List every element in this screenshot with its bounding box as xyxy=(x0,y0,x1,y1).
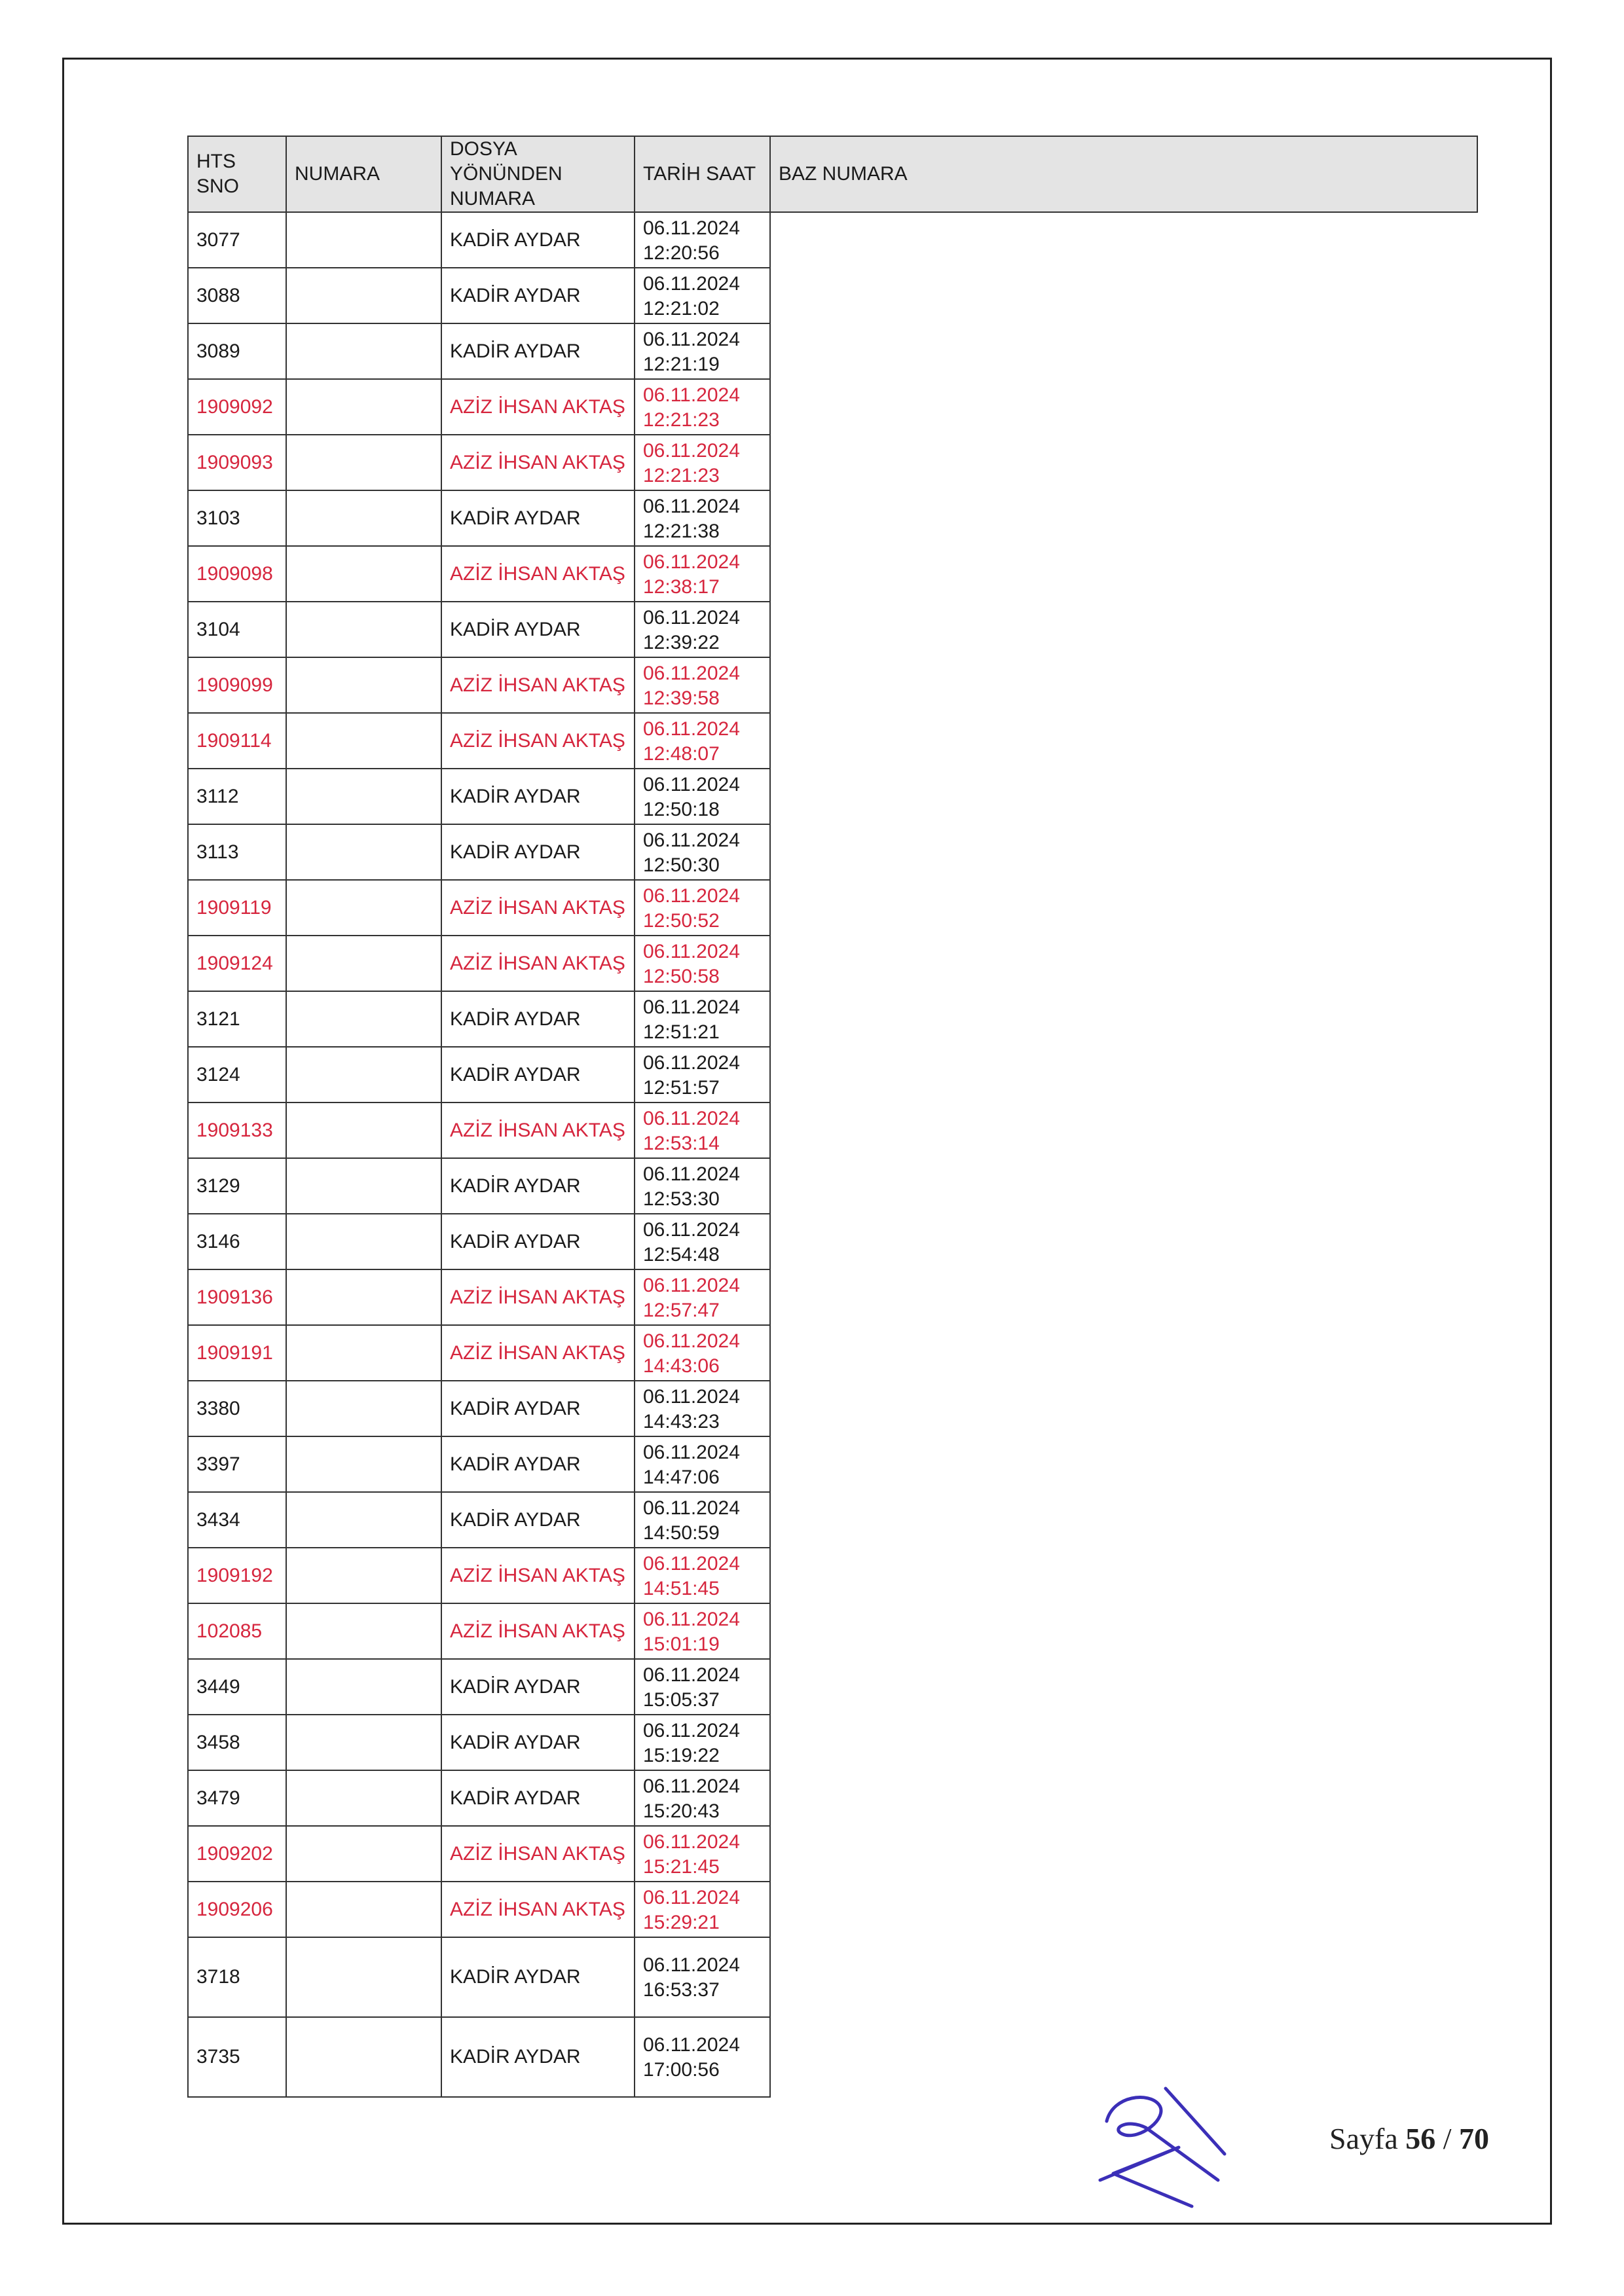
hts-table xyxy=(187,136,1478,2098)
cell-hts-sno: 3077 xyxy=(188,212,286,268)
cell-hts-sno: 1909098 xyxy=(188,546,286,602)
cell-dosya: AZİZ İHSAN AKTAŞ xyxy=(441,546,635,602)
cell-hts-sno: 3104 xyxy=(188,602,286,657)
cell-numara xyxy=(286,1937,441,2017)
table-row xyxy=(188,435,1477,490)
cell-numara xyxy=(286,379,441,435)
cell-numara xyxy=(286,490,441,546)
cell-numara xyxy=(286,2017,441,2097)
signature-mark xyxy=(1087,2082,1257,2213)
cell-baz-numara xyxy=(770,323,1477,379)
cell-hts-sno: 1909136 xyxy=(188,1269,286,1325)
table-row xyxy=(188,268,1477,323)
cell-tarih-saat: 06.11.2024 12:53:30 xyxy=(635,1158,770,1214)
cell-hts-sno: 1909192 xyxy=(188,1548,286,1603)
cell-tarih-saat: 06.11.2024 14:47:06 xyxy=(635,1436,770,1492)
cell-dosya: AZİZ İHSAN AKTAŞ xyxy=(441,1102,635,1158)
header-baz-numara: BAZ NUMARA xyxy=(770,136,1477,212)
cell-tarih-saat: 06.11.2024 12:53:14 xyxy=(635,1102,770,1158)
table-row xyxy=(188,1325,1477,1381)
cell-hts-sno: 1909114 xyxy=(188,713,286,769)
header-tarih-saat: TARİH SAAT xyxy=(635,136,770,212)
table-row xyxy=(188,713,1477,769)
cell-baz-numara xyxy=(770,1214,1477,1269)
table-row xyxy=(188,1770,1477,1826)
cell-tarih-saat: 06.11.2024 15:21:45 xyxy=(635,1826,770,1882)
cell-tarih-saat: 06.11.2024 12:48:07 xyxy=(635,713,770,769)
cell-hts-sno: 1909093 xyxy=(188,435,286,490)
cell-dosya: KADİR AYDAR xyxy=(441,1214,635,1269)
table-row xyxy=(188,1937,1477,2017)
cell-tarih-saat: 06.11.2024 15:19:22 xyxy=(635,1715,770,1770)
cell-baz-numara xyxy=(770,936,1477,991)
cell-tarih-saat: 06.11.2024 12:39:22 xyxy=(635,602,770,657)
cell-baz-numara xyxy=(770,1882,1477,1937)
cell-tarih-saat: 06.11.2024 17:00:56 xyxy=(635,2017,770,2097)
cell-dosya: AZİZ İHSAN AKTAŞ xyxy=(441,657,635,713)
cell-tarih-saat: 06.11.2024 12:21:23 xyxy=(635,379,770,435)
page-separator: / xyxy=(1443,2122,1452,2155)
cell-tarih-saat: 06.11.2024 12:51:57 xyxy=(635,1047,770,1102)
cell-tarih-saat: 06.11.2024 12:21:02 xyxy=(635,268,770,323)
cell-dosya: KADİR AYDAR xyxy=(441,268,635,323)
table-row xyxy=(188,991,1477,1047)
table-row xyxy=(188,602,1477,657)
cell-tarih-saat: 06.11.2024 15:01:19 xyxy=(635,1603,770,1659)
cell-numara xyxy=(286,657,441,713)
cell-hts-sno: 1909099 xyxy=(188,657,286,713)
cell-numara xyxy=(286,991,441,1047)
cell-numara xyxy=(286,1715,441,1770)
table-row xyxy=(188,1603,1477,1659)
table-header-row xyxy=(188,136,1477,212)
cell-numara xyxy=(286,880,441,936)
cell-numara xyxy=(286,769,441,824)
cell-dosya: AZİZ İHSAN AKTAŞ xyxy=(441,1603,635,1659)
cell-dosya: AZİZ İHSAN AKTAŞ xyxy=(441,435,635,490)
page-label: Sayfa xyxy=(1329,2122,1398,2155)
cell-tarih-saat: 06.11.2024 14:43:23 xyxy=(635,1381,770,1436)
page-number xyxy=(1329,2121,1489,2156)
cell-dosya: KADİR AYDAR xyxy=(441,602,635,657)
cell-tarih-saat: 06.11.2024 15:29:21 xyxy=(635,1882,770,1937)
cell-dosya: KADİR AYDAR xyxy=(441,1715,635,1770)
cell-hts-sno: 1909206 xyxy=(188,1882,286,1937)
cell-hts-sno: 3434 xyxy=(188,1492,286,1548)
cell-baz-numara xyxy=(770,1826,1477,1882)
table-row xyxy=(188,1381,1477,1436)
cell-dosya: KADİR AYDAR xyxy=(441,824,635,880)
table-row xyxy=(188,1102,1477,1158)
cell-baz-numara xyxy=(770,1603,1477,1659)
table-row xyxy=(188,1158,1477,1214)
cell-numara xyxy=(286,602,441,657)
cell-hts-sno: 3735 xyxy=(188,2017,286,2097)
cell-baz-numara xyxy=(770,1102,1477,1158)
cell-numara xyxy=(286,1548,441,1603)
table-row xyxy=(188,1492,1477,1548)
cell-hts-sno: 3103 xyxy=(188,490,286,546)
cell-hts-sno: 3380 xyxy=(188,1381,286,1436)
current-page: 56 xyxy=(1405,2122,1436,2155)
table-row xyxy=(188,880,1477,936)
cell-baz-numara xyxy=(770,1325,1477,1381)
cell-dosya: KADİR AYDAR xyxy=(441,1047,635,1102)
table-row xyxy=(188,323,1477,379)
cell-tarih-saat: 06.11.2024 12:20:56 xyxy=(635,212,770,268)
cell-numara xyxy=(286,1603,441,1659)
table-row xyxy=(188,546,1477,602)
cell-numara xyxy=(286,824,441,880)
table-row xyxy=(188,1659,1477,1715)
cell-tarih-saat: 06.11.2024 12:50:18 xyxy=(635,769,770,824)
cell-dosya: KADİR AYDAR xyxy=(441,1158,635,1214)
cell-tarih-saat: 06.11.2024 14:50:59 xyxy=(635,1492,770,1548)
header-numara: NUMARA xyxy=(286,136,441,212)
cell-baz-numara xyxy=(770,435,1477,490)
cell-hts-sno: 3129 xyxy=(188,1158,286,1214)
cell-hts-sno: 3124 xyxy=(188,1047,286,1102)
cell-numara xyxy=(286,1826,441,1882)
cell-numara xyxy=(286,1659,441,1715)
cell-hts-sno: 1909202 xyxy=(188,1826,286,1882)
header-hts-sno: HTS SNO xyxy=(188,136,286,212)
cell-dosya: AZİZ İHSAN AKTAŞ xyxy=(441,1269,635,1325)
cell-hts-sno: 3397 xyxy=(188,1436,286,1492)
cell-numara xyxy=(286,268,441,323)
cell-dosya: KADİR AYDAR xyxy=(441,323,635,379)
cell-hts-sno: 3449 xyxy=(188,1659,286,1715)
cell-tarih-saat: 06.11.2024 12:50:52 xyxy=(635,880,770,936)
table-row xyxy=(188,1047,1477,1102)
cell-dosya: KADİR AYDAR xyxy=(441,991,635,1047)
cell-hts-sno: 3479 xyxy=(188,1770,286,1826)
cell-hts-sno: 1909119 xyxy=(188,880,286,936)
table-row xyxy=(188,1214,1477,1269)
cell-baz-numara xyxy=(770,713,1477,769)
cell-baz-numara xyxy=(770,1937,1477,2017)
table-row xyxy=(188,1269,1477,1325)
cell-baz-numara xyxy=(770,1381,1477,1436)
cell-dosya: AZİZ İHSAN AKTAŞ xyxy=(441,379,635,435)
cell-dosya: AZİZ İHSAN AKTAŞ xyxy=(441,1882,635,1937)
cell-numara xyxy=(286,212,441,268)
cell-numara xyxy=(286,1492,441,1548)
cell-baz-numara xyxy=(770,1269,1477,1325)
cell-tarih-saat: 06.11.2024 12:38:17 xyxy=(635,546,770,602)
cell-baz-numara xyxy=(770,1715,1477,1770)
table-row xyxy=(188,1548,1477,1603)
cell-hts-sno: 1909092 xyxy=(188,379,286,435)
cell-numara xyxy=(286,1158,441,1214)
cell-dosya: KADİR AYDAR xyxy=(441,1770,635,1826)
cell-dosya: AZİZ İHSAN AKTAŞ xyxy=(441,713,635,769)
table-row xyxy=(188,2017,1477,2097)
cell-hts-sno: 3089 xyxy=(188,323,286,379)
cell-numara xyxy=(286,1214,441,1269)
cell-hts-sno: 3121 xyxy=(188,991,286,1047)
cell-numara xyxy=(286,1047,441,1102)
cell-baz-numara xyxy=(770,824,1477,880)
cell-tarih-saat: 06.11.2024 12:21:23 xyxy=(635,435,770,490)
cell-dosya: KADİR AYDAR xyxy=(441,212,635,268)
cell-hts-sno: 3113 xyxy=(188,824,286,880)
cell-dosya: AZİZ İHSAN AKTAŞ xyxy=(441,1548,635,1603)
cell-dosya: AZİZ İHSAN AKTAŞ xyxy=(441,1325,635,1381)
cell-dosya: KADİR AYDAR xyxy=(441,1659,635,1715)
cell-tarih-saat: 06.11.2024 14:51:45 xyxy=(635,1548,770,1603)
cell-baz-numara xyxy=(770,379,1477,435)
cell-dosya: AZİZ İHSAN AKTAŞ xyxy=(441,880,635,936)
cell-tarih-saat: 06.11.2024 12:57:47 xyxy=(635,1269,770,1325)
cell-baz-numara xyxy=(770,1436,1477,1492)
cell-baz-numara xyxy=(770,1548,1477,1603)
cell-tarih-saat: 06.11.2024 12:21:38 xyxy=(635,490,770,546)
cell-baz-numara xyxy=(770,1659,1477,1715)
cell-tarih-saat: 06.11.2024 15:20:43 xyxy=(635,1770,770,1826)
cell-dosya: KADİR AYDAR xyxy=(441,2017,635,2097)
cell-numara xyxy=(286,323,441,379)
cell-hts-sno: 1909124 xyxy=(188,936,286,991)
cell-tarih-saat: 06.11.2024 14:43:06 xyxy=(635,1325,770,1381)
cell-numara xyxy=(286,713,441,769)
cell-dosya: KADİR AYDAR xyxy=(441,769,635,824)
header-dosya: DOSYA YÖNÜNDEN NUMARA xyxy=(441,136,635,212)
cell-tarih-saat: 06.11.2024 12:54:48 xyxy=(635,1214,770,1269)
table-row xyxy=(188,1436,1477,1492)
table-row xyxy=(188,490,1477,546)
cell-baz-numara xyxy=(770,212,1477,268)
cell-dosya: KADİR AYDAR xyxy=(441,1436,635,1492)
cell-baz-numara xyxy=(770,1047,1477,1102)
cell-numara xyxy=(286,435,441,490)
cell-hts-sno: 1909133 xyxy=(188,1102,286,1158)
cell-dosya: KADİR AYDAR xyxy=(441,1492,635,1548)
table-row xyxy=(188,212,1477,268)
table-row xyxy=(188,936,1477,991)
cell-dosya: KADİR AYDAR xyxy=(441,1937,635,2017)
cell-hts-sno: 3718 xyxy=(188,1937,286,2017)
cell-tarih-saat: 06.11.2024 15:05:37 xyxy=(635,1659,770,1715)
cell-baz-numara xyxy=(770,657,1477,713)
cell-tarih-saat: 06.11.2024 12:50:58 xyxy=(635,936,770,991)
cell-tarih-saat: 06.11.2024 12:50:30 xyxy=(635,824,770,880)
table-row xyxy=(188,379,1477,435)
cell-numara xyxy=(286,1325,441,1381)
signature xyxy=(1087,2082,1257,2216)
cell-numara xyxy=(286,1269,441,1325)
cell-tarih-saat: 06.11.2024 16:53:37 xyxy=(635,1937,770,2017)
cell-hts-sno: 3146 xyxy=(188,1214,286,1269)
cell-tarih-saat: 06.11.2024 12:21:19 xyxy=(635,323,770,379)
cell-baz-numara xyxy=(770,268,1477,323)
total-pages: 70 xyxy=(1459,2122,1490,2155)
cell-numara xyxy=(286,936,441,991)
cell-baz-numara xyxy=(770,880,1477,936)
cell-dosya: KADİR AYDAR xyxy=(441,1381,635,1436)
cell-dosya: AZİZ İHSAN AKTAŞ xyxy=(441,1826,635,1882)
cell-numara xyxy=(286,1436,441,1492)
cell-dosya: KADİR AYDAR xyxy=(441,490,635,546)
cell-dosya: AZİZ İHSAN AKTAŞ xyxy=(441,936,635,991)
cell-tarih-saat: 06.11.2024 12:51:21 xyxy=(635,991,770,1047)
cell-numara xyxy=(286,1102,441,1158)
cell-baz-numara xyxy=(770,602,1477,657)
cell-hts-sno: 3458 xyxy=(188,1715,286,1770)
cell-hts-sno: 3112 xyxy=(188,769,286,824)
table-row xyxy=(188,769,1477,824)
table-row xyxy=(188,1882,1477,1937)
table-row xyxy=(188,657,1477,713)
cell-baz-numara xyxy=(770,490,1477,546)
cell-hts-sno: 3088 xyxy=(188,268,286,323)
cell-numara xyxy=(286,1882,441,1937)
cell-tarih-saat: 06.11.2024 12:39:58 xyxy=(635,657,770,713)
cell-hts-sno: 102085 xyxy=(188,1603,286,1659)
cell-baz-numara xyxy=(770,769,1477,824)
table-row xyxy=(188,1715,1477,1770)
cell-baz-numara xyxy=(770,546,1477,602)
table-body xyxy=(188,212,1477,2097)
cell-numara xyxy=(286,546,441,602)
cell-numara xyxy=(286,1770,441,1826)
table-row xyxy=(188,1826,1477,1882)
cell-numara xyxy=(286,1381,441,1436)
cell-baz-numara xyxy=(770,1770,1477,1826)
cell-baz-numara xyxy=(770,991,1477,1047)
cell-baz-numara xyxy=(770,1492,1477,1548)
cell-hts-sno: 1909191 xyxy=(188,1325,286,1381)
table-row xyxy=(188,824,1477,880)
cell-baz-numara xyxy=(770,1158,1477,1214)
